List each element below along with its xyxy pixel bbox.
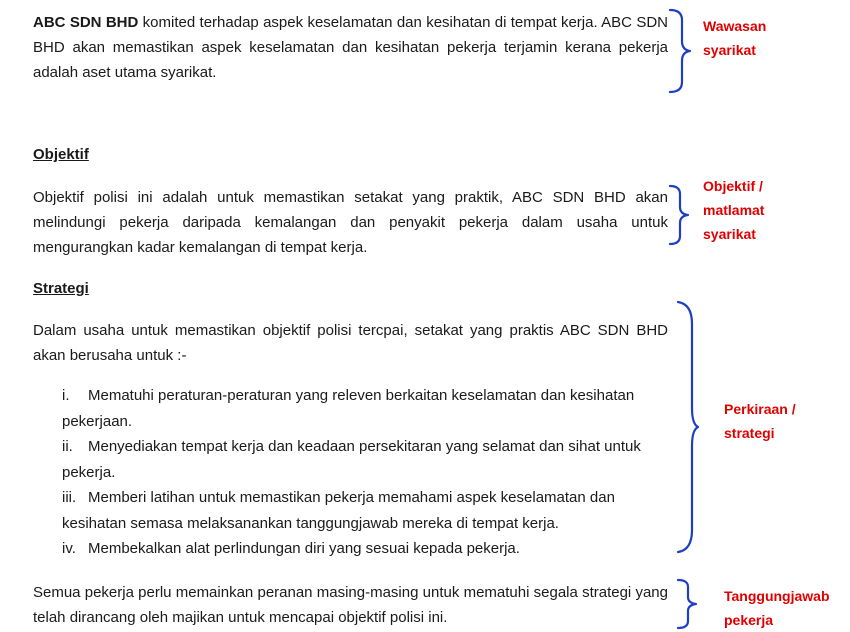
list-item: iv. Membekalkan alat perlindungan diri yang sesuai kepada pekerja. (62, 540, 520, 557)
closing-paragraph: Semua pekerja perlu memainkan peranan masing-masing untuk mematuhi segala strategi yang telah dirancang oleh majikan untuk mencapai objektif polisi ini. (33, 584, 668, 626)
note-objektif: Objektif / matlamat syarikat (703, 178, 765, 242)
company-name: ABC SDN BHD (33, 14, 139, 31)
strategi-heading: Strategi (33, 280, 89, 297)
brace-strategi (676, 300, 700, 554)
brace-wawasan (668, 8, 692, 94)
strategi-list (62, 383, 672, 562)
note-tanggungjawab: Tanggungjawab pekerja (724, 588, 830, 628)
list-item: i. Mematuhi peraturan-peraturan yang releven berkaitan keselamatan dan kesihatan pekerjaan. (62, 387, 635, 430)
list-item: iii. Memberi latihan untuk memastikan pekerja memahami aspek keselamatan dan kesihatan semasa melaksanankan tanggungjawab mereka di tempat kerja. (62, 489, 615, 532)
brace-objektif (668, 184, 692, 246)
list-item: ii. Menyediakan tempat kerja dan keadaan persekitaran yang selamat dan sihat untuk pekerja. (62, 438, 641, 481)
strategi-intro: Dalam usaha untuk memastikan objektif polisi tercpai, setakat yang praktis ABC SDN BHD akan berusaha untuk :- (33, 322, 668, 364)
intro-paragraph (33, 10, 668, 85)
objektif-paragraph: Objektif polisi ini adalah untuk memastikan setakat yang praktik, ABC SDN BHD akan melindungi pekerja daripada kemalangan dan penyakit pekerja dalam usaha untuk mengurangkan kadar kemalangan di tempat kerja. (33, 189, 668, 256)
note-strategi: Perkiraan / strategi (724, 401, 796, 441)
intro-text: komited terhadap aspek keselamatan dan kesihatan di tempat kerja. ABC SDN BHD akan memastikan aspek keselamatan dan kesihatan pekerja terjamin kerana pekerja adalah aset utama syarikat. (33, 14, 668, 81)
brace-tanggungjawab (676, 578, 700, 630)
note-wawasan: Wawasan syarikat (703, 18, 767, 58)
objektif-heading: Objektif (33, 146, 89, 163)
